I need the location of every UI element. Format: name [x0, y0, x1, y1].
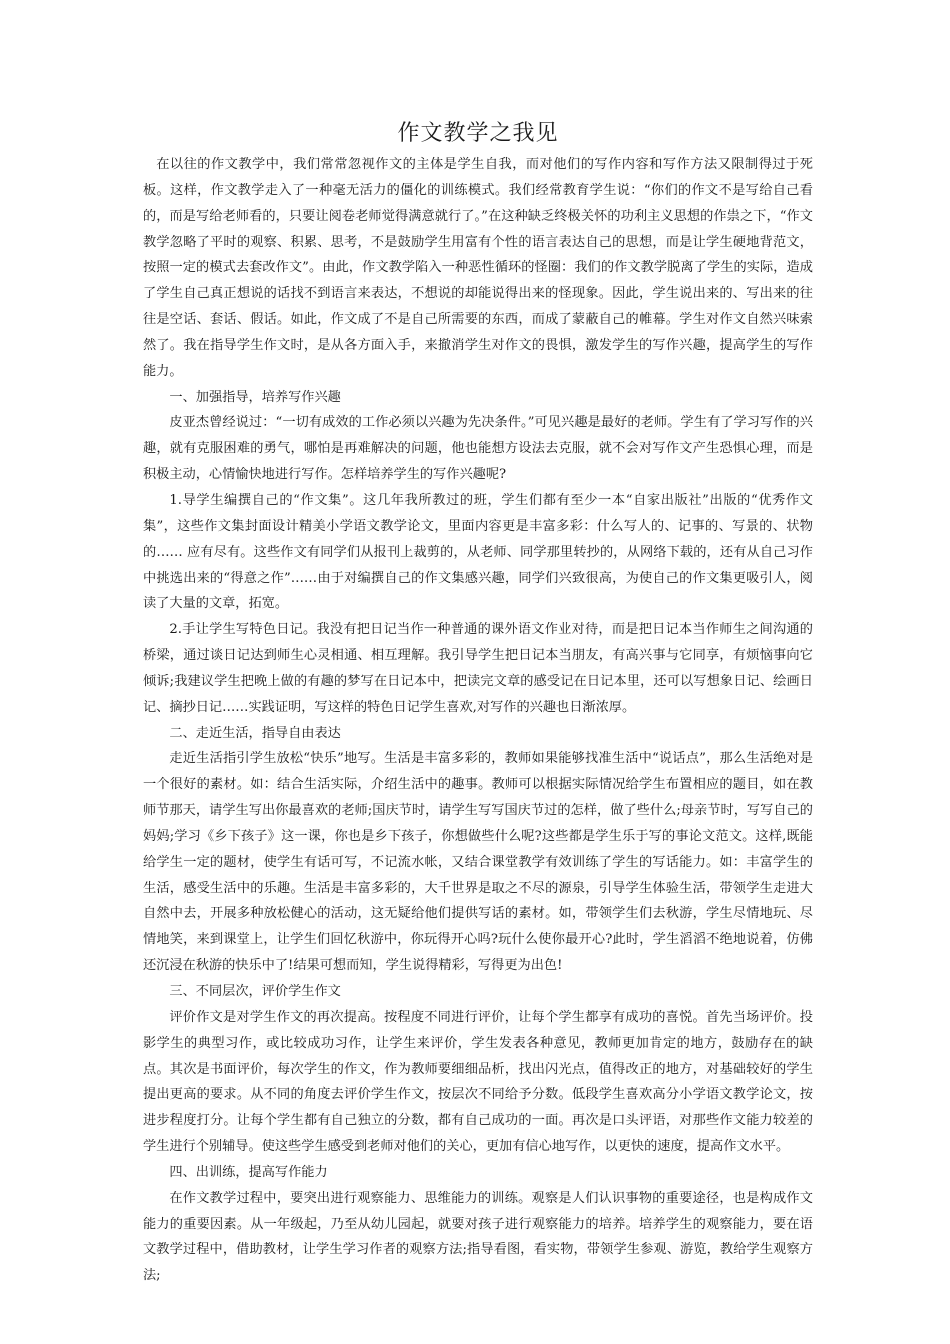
section-heading-3: 三、不同层次，评价学生作文 [169, 984, 341, 999]
section-heading-4: 四、出训练，提高写作能力 [169, 1164, 328, 1180]
section-heading-1: 一、加强指导，培养写作兴趣 [169, 389, 341, 405]
paragraph: 在作文教学过程中，要突出进行观察能力、思维能力的训练。观察是人们认识事物的重要途径，也是构成作文能力的重要因素。从一年级起，乃至从幼儿园起，就要对孩子进行观察能力的培养。培养学生的观察能力，要在语文教学过程中，借助教材，让学生学习作者的观察方法;指导看图，看实物，带领学生参观、游览，教给学生观察方法; [143, 1190, 813, 1284]
paragraph: 2.手让学生写特色日记。我没有把日记当作一种普通的课外语文作业对待，而是把日记本当作师生之间沟通的桥梁，通过谈日记达到师生心灵相通、相互理解。我引导学生把日记本当朋友，有高兴事与它同享，有烦恼事向它倾诉;我建议学生把晚上做的有趣的梦写在日记本中，把读完文章的感受记在日记本里，还可以写想象日记、绘画日记、摘抄日记……实践证明，写这样的特色日记学生喜欢,对写作的兴趣也日渐浓厚。 [143, 622, 813, 715]
paragraph: 评价作文是对学生作文的再次提高。按程度不同进行评价，让每个学生都享有成功的喜悦。首先当场评价。投影学生的典型习作，或比较成功习作，让学生来评价，学生发表各种意见，教师更加肯定的地方，鼓励存在的缺点。其次是书面评价，每次学生的作文，作为教师要细细品析，找出闪光点，值得改正的地方，对基础较好的学生提出更高的要求。从不同的角度去评价学生作文，按层次不同给予分数。低段学生喜欢高分小学语文教学论文，按进步程度打分。让每个学生都有自己独立的分数，都有自己成功的一面。再次是口头评语，对那些作文能力较差的学生进行个别辅导。使这些学生感受到老师对他们的关心，更加有信心地写作，以更快的速度，提高作文水平。 [143, 1009, 813, 1155]
paragraph: 1.导学生编撰自己的“作文集”。这几年我所教过的班，学生们都有至少一本“自家出版社”出版的“优秀作文集”，这些作文集封面设计精美小学语文教学论文，里面内容更是丰富多彩：什么写人的、记事的、写景的、状物的…… 应有尽有。这些作文有同学们从报刊上裁剪的，从老师、同学那里转抄的，从网络下载的，还有从自己习作中挑选出来的“得意之作”……由于对编撰自己的作文集感兴趣，同学们兴致很高，为使自己的作文集更吸引人，阅读了大量的文章，拓宽。 [143, 492, 813, 612]
intro-paragraph: 在以往的作文教学中，我们常常忽视作文的主体是学生自我，而对他们的写作内容和写作方法又限制得过于死板。这样，作文教学走入了一种毫无活力的僵化的训练模式。我们经常教育学生说：“你们的作文不是写给自己看的，而是写给老师看的，只要让阅卷老师觉得满意就行了。”在这种缺乏终极关怀的功利主义思想的作祟之下，“作文教学忽略了平时的观察、积累、思考，不是鼓励学生用富有个性的语言表达自己的思想，而是让学生硬地背范文，按照一定的模式去套改作文”。由此，作文教学陷入一种恶性循环的怪圈：我们的作文教学脱离了学生的实际，造成了学生自己真正想说的话找不到语言来表达，不想说的却能说得出来的怪现象。因此，学生说出来的、写出来的往往是空话、套话、假话。如此，作文成了不是自己所需要的东西，而成了蒙蔽自己的帷幕。学生对作文自然兴味索然了。我在指导学生作文时，是从各方面入手，来撤消学生对作文的畏惧，激发学生的写作兴趣，提高学生的写作能力。 [143, 157, 813, 379]
document-page [143, 118, 813, 1289]
paragraph: 皮亚杰曾经说过：“一切有成效的工作必须以兴趣为先决条件。”可见兴趣是最好的老师。学生有了学习写作的兴趣，就有克服困难的勇气，哪怕是再难解决的问题，他也能想方设法去克服，就不会对写作文产生恐惧心理，而是积极主动，心情愉快地进行写作。怎样培养学生的写作兴趣呢? [143, 415, 813, 483]
document-title: 作文教学之我见 [397, 121, 559, 146]
section-heading-2: 二、走近生活，指导自由表达 [169, 725, 341, 741]
paragraph: 走近生活指引学生放松“快乐”地写。生活是丰富多彩的，教师如果能够找准生活中“说话点”，那么生活绝对是一个很好的素材。如：结合生活实际，介绍生活中的趣事。教师可以根据实际情况给学生布置相应的题目，如在教师节那天，请学生写出你最喜欢的老师;国庆节时，请学生写写国庆节过的怎样，做了些什么;母亲节时，写写自己的妈妈;学习《乡下孩子》这一课，你也是乡下孩子，你想做些什么呢?这些都是学生乐于写的事论文范文。这样,既能给学生一定的题材，使学生有话可写，不记流水帐，又结合课堂教学有效训练了学生的写话能力。如：丰富学生的生活，感受生活中的乐趣。生活是丰富多彩的，大千世界是取之不尽的源泉，引导学生体验生活，带领学生走进大自然中去，开展多种放松健心的活动，这无疑给他们提供写话的素材。如，带领学生们去秋游，学生尽情地玩、尽情地笑，来到课堂上，让学生们回忆秋游中，你玩得开心吗?玩什么使你最开心?此时，学生滔滔不绝地说着，仿佛还沉浸在秋游的快乐中了!结果可想而知，学生说得精彩，写得更为出色! [143, 751, 813, 974]
